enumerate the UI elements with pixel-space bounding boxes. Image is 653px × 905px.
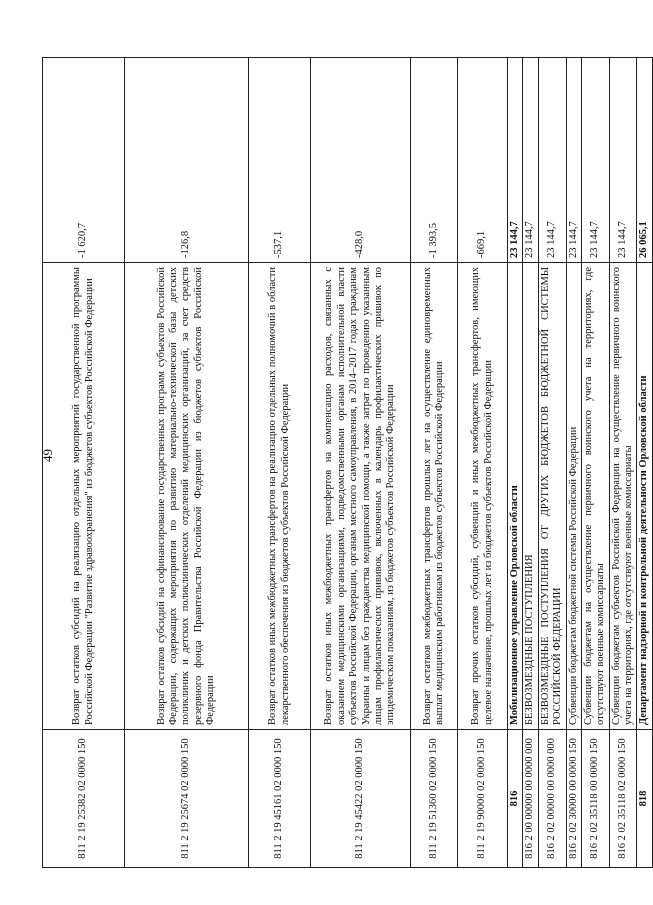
row-amount: -428,0 (311, 58, 411, 263)
row-name: БЕЗВОЗМЕЗДНЫЕ ПОСТУПЛЕНИЯ (523, 263, 538, 730)
table-row (43, 58, 125, 868)
row-amount: 23 144,7 (508, 58, 523, 263)
row-code: 811 2 19 45422 02 0000 150 (311, 730, 411, 868)
table-row (538, 58, 566, 868)
row-amount: -126,8 (125, 58, 249, 263)
rotated-page (42, 58, 650, 868)
row-amount: -669,1 (458, 58, 508, 263)
table-row (523, 58, 538, 868)
table-row (581, 58, 609, 868)
row-code: 818 (637, 730, 652, 868)
row-amount: -1 393,5 (411, 58, 458, 263)
row-code: 816 (508, 730, 523, 868)
row-name: Субвенции бюджетам бюджетной системы Российской Федерации (566, 263, 581, 730)
row-code: 816 2 02 30000 00 0000 150 (566, 730, 581, 868)
budget-table (42, 57, 653, 868)
row-name: Возврат остатков субсидий на реализацию отдельных мероприятий государственной программы Российской Федерации "Развитие здравоохранения" из бюджетов субъектов Российской Федерации (43, 263, 125, 730)
row-amount: -537,1 (249, 58, 311, 263)
table-row (411, 58, 458, 868)
row-code: 811 2 19 25382 02 0000 150 (43, 730, 125, 868)
table-row (637, 58, 652, 868)
row-amount: 23 144,7 (609, 58, 637, 263)
table-row (311, 58, 411, 868)
row-name: Субвенции бюджетам субъектов Российской Федерации на осуществление первичного воинского учета на территориях, где отсутствуют военные комиссариаты (609, 263, 637, 730)
row-name: Департамент надзорной и контрольной деятельности Орловской области (637, 263, 652, 730)
row-code: 811 2 19 90000 02 0000 150 (458, 730, 508, 868)
table-row (125, 58, 249, 868)
row-name: Возврат остатков иных межбюджетных трансфертов на реализацию отдельных полномочий в области лекарственного обеспечения из бюджетов субъектов Российской Федерации (249, 263, 311, 730)
row-name: БЕЗВОЗМЕЗДНЫЕ ПОСТУПЛЕНИЯ ОТ ДРУГИХ БЮДЖЕТОВ БЮДЖЕТНОЙ СИСТЕМЫ РОССИЙСКОЙ ФЕДЕРАЦИИ (538, 263, 566, 730)
table-row (249, 58, 311, 868)
row-code: 811 2 19 51360 02 0000 150 (411, 730, 458, 868)
row-name: Возврат остатков субсидий на софинансирование государственных программ субъектов Российской Федерации, содержащих мероприятия по развитию материально-технической базы детских поликлиник и детских поликлинических отделений медицинских организаций, за счет средств резервного фонда Правительства Российской Федерации из бюджетов субъектов Российской Федерации (125, 263, 249, 730)
row-name: Субвенции бюджетам на осуществление первичного воинского учета на территориях, где отсутствуют военные комиссариаты (581, 263, 609, 730)
row-amount: -1 620,7 (43, 58, 125, 263)
row-amount: 23 144,7 (523, 58, 538, 263)
table-row (508, 58, 523, 868)
row-name: Возврат прочих остатков субсидий, субвенций и иных межбюджетных трансфертов, имеющих целевое назначение, прошлых лет из бюджетов субъектов Российской Федерации (458, 263, 508, 730)
table-row (566, 58, 581, 868)
row-code: 811 2 19 45161 02 0000 150 (249, 730, 311, 868)
row-amount: 23 144,7 (538, 58, 566, 263)
row-amount: 23 144,7 (566, 58, 581, 263)
row-code: 816 2 02 00000 00 0000 000 (538, 730, 566, 868)
row-code: 811 2 19 25674 02 0000 150 (125, 730, 249, 868)
row-code: 816 2 02 35118 00 0000 150 (581, 730, 609, 868)
row-name: Возврат остатков иных межбюджетных трансфертов на компенсацию расходов, связанных с оказанием медицинскими организациями, подведомственными органам исполнительной власти субъектов Российской Федерации, органам местного самоуправления, в 2014–2017 годах гражданам Украины и лицам без гражданства медицинской помощи, а также затрат по проведению указанным лицам профилактических прививок, включенных в календарь профилактических прививок по эпидемическим показаниям, из бюджетов субъектов Российской Федерации (311, 263, 411, 730)
row-name: Мобилизационное управление Орловской области (508, 263, 523, 730)
page-number: 49 (40, 449, 55, 462)
row-amount: 26 065,1 (637, 58, 652, 263)
row-amount: 23 144,7 (581, 58, 609, 263)
row-code: 816 2 00 00000 00 0000 000 (523, 730, 538, 868)
row-code: 816 2 02 35118 02 0000 150 (609, 730, 637, 868)
row-name: Возврат остатков межбюджетных трансфертов прошлых лет на осуществление единовременных выплат медицинским работникам из бюджетов субъектов Российской Федерации (411, 263, 458, 730)
table-row (609, 58, 637, 868)
table-row (458, 58, 508, 868)
